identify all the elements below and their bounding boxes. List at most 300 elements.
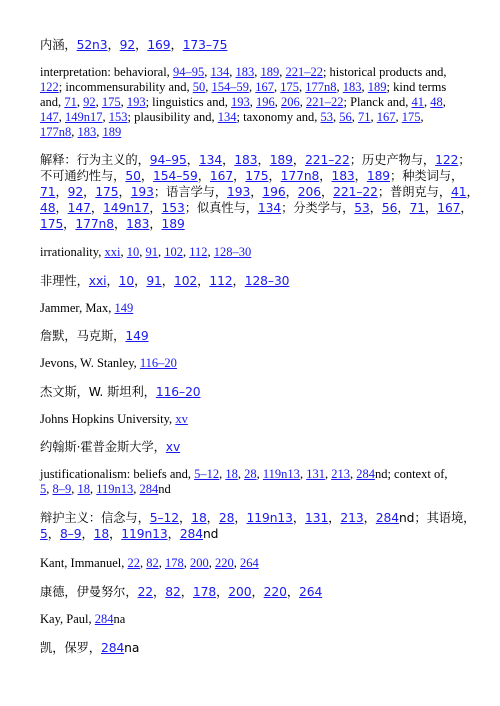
entry-text: Kay, Paul,: [40, 612, 95, 626]
entry-text: ,: [299, 80, 306, 94]
page-reference-link[interactable]: 153: [108, 110, 128, 124]
entry-text: ,: [95, 95, 102, 109]
entry-text: ，: [232, 274, 245, 288]
page-reference-link[interactable]: 149: [125, 329, 149, 343]
page-reference-link[interactable]: 183: [331, 169, 355, 183]
entry-text: Johns Hopkins University,: [40, 412, 176, 426]
index-entry-jevons: [40, 356, 458, 371]
page-reference-link[interactable]: 71: [358, 110, 371, 124]
page-reference-link[interactable]: 52n3: [76, 38, 108, 52]
entry-line: [40, 412, 458, 427]
page-reference-link[interactable]: 8–9: [59, 527, 82, 541]
entry-text: ，: [167, 527, 180, 541]
page-reference-link[interactable]: 71: [64, 95, 77, 109]
page-reference-link[interactable]: 53: [354, 201, 370, 215]
entry-text: na: [113, 612, 126, 626]
entry-text: ,: [256, 467, 263, 481]
page-reference-link[interactable]: 5–12: [149, 511, 180, 525]
entry-text: ,: [249, 80, 256, 94]
entry-text: ,: [395, 110, 402, 124]
entry-text: ; historical products and,: [322, 65, 447, 79]
index-entry-jiewensi: [40, 384, 458, 400]
page-reference-link[interactable]: 116–20: [139, 356, 177, 370]
entry-line: [40, 184, 479, 200]
entry-line: [40, 526, 458, 542]
index-entry-kangde: [40, 584, 458, 600]
entry-text: ，: [55, 185, 68, 199]
page-reference-link[interactable]: 183: [126, 217, 150, 231]
index-entry-kant: [40, 556, 458, 571]
index-entry-irrationality: [40, 245, 458, 260]
page-reference-link[interactable]: 10: [118, 274, 135, 288]
entry-text: ,: [279, 65, 286, 79]
page-reference-link[interactable]: 189: [260, 65, 280, 79]
index-entry-justificationalism: [40, 467, 458, 497]
entry-text: ,: [120, 95, 127, 109]
page-reference-link[interactable]: 119n13: [246, 511, 293, 525]
index-entry-kai: [40, 640, 458, 656]
entry-text: 解释：行为主义的，: [40, 153, 150, 167]
page-reference-link[interactable]: 18: [77, 482, 90, 496]
page-reference-link[interactable]: 92: [119, 38, 136, 52]
entry-text: ,: [336, 80, 343, 94]
entry-text: ，: [216, 585, 229, 599]
entry-text: ，: [369, 201, 382, 215]
entry-text: ,: [370, 110, 377, 124]
page-reference-link[interactable]: 134: [257, 201, 282, 215]
page-reference-link[interactable]: 177n8: [305, 80, 337, 94]
page-reference-link[interactable]: 5–12: [194, 467, 220, 481]
entry-text: nd: [158, 482, 171, 496]
entry-text: ,: [208, 556, 215, 570]
page-reference-link[interactable]: 196: [262, 185, 286, 199]
entry-text: ,: [157, 245, 165, 259]
entry-text: 约翰斯·霍普金斯大学，: [40, 440, 166, 454]
entry-text: ,: [233, 556, 240, 570]
page-reference-link[interactable]: xv: [165, 440, 181, 454]
entry-text: ,: [299, 467, 307, 481]
entry-text: ,: [349, 467, 357, 481]
entry-text: 康德，伊曼努尔，: [40, 585, 138, 599]
page-reference-link[interactable]: 18: [93, 527, 110, 541]
entry-text: ，: [153, 585, 166, 599]
page-reference-link[interactable]: 175: [245, 169, 269, 183]
page-reference-link[interactable]: 175: [40, 217, 64, 231]
page-reference-link[interactable]: 177n8: [280, 169, 320, 183]
entry-text: 非理性，: [40, 274, 89, 288]
entry-text: ,: [96, 125, 103, 139]
page-reference-link[interactable]: 131: [306, 467, 325, 481]
page-reference-link[interactable]: 149: [114, 301, 134, 315]
entry-text: ，: [81, 527, 94, 541]
page-reference-link[interactable]: 41: [451, 185, 467, 199]
page-reference-link[interactable]: 134: [217, 110, 237, 124]
entry-text: ,: [274, 95, 281, 109]
entry-text: ,: [207, 245, 214, 259]
entry-line: [40, 200, 473, 216]
page-reference-link[interactable]: 128–30: [244, 274, 290, 288]
entry-text: ,: [120, 245, 127, 259]
entry-text: ，: [234, 511, 247, 525]
entry-text: ，: [319, 169, 332, 183]
entry-text: ; kind terms: [386, 80, 447, 94]
entry-text: na: [124, 641, 140, 655]
entry-text: ,: [361, 80, 368, 94]
page-reference-link[interactable]: 18: [191, 511, 207, 525]
entry-text: ，: [251, 585, 264, 599]
entry-line: [40, 216, 458, 232]
entry-text: ；分类学与，: [281, 201, 355, 215]
page-reference-link[interactable]: 200: [189, 556, 209, 570]
page-reference-link[interactable]: 189: [367, 80, 387, 94]
page-reference-link[interactable]: 18: [225, 467, 238, 481]
page-reference-link[interactable]: 112: [189, 245, 208, 259]
page-reference-link[interactable]: 10: [126, 245, 140, 259]
entry-line: [40, 168, 464, 184]
page-reference-link[interactable]: 122: [435, 153, 459, 167]
entry-text: justificationalism: beliefs and,: [40, 467, 195, 481]
index-entry-jhu: [40, 412, 458, 427]
page-reference-link[interactable]: 213: [340, 511, 364, 525]
page-reference-link[interactable]: 56: [381, 201, 398, 215]
entry-text: ,: [299, 95, 306, 109]
page-reference-link[interactable]: 221–22: [305, 153, 350, 167]
page-reference-link[interactable]: 284: [375, 511, 399, 525]
entry-text: ，: [197, 274, 210, 288]
page-reference-link[interactable]: 220: [214, 556, 234, 570]
page-reference-link[interactable]: 206: [297, 185, 321, 199]
entry-text: irrationality,: [40, 245, 105, 259]
entry-text: ，: [135, 38, 148, 52]
entry-text: ,: [442, 95, 446, 109]
page-reference-link[interactable]: 92: [83, 95, 96, 109]
page-reference-link[interactable]: 149n17: [65, 110, 103, 124]
page-reference-link[interactable]: 28: [218, 511, 235, 525]
page-reference-link[interactable]: 102: [164, 245, 183, 259]
page-reference-link[interactable]: 193: [130, 185, 154, 199]
entry-text: ; Planck and,: [343, 95, 412, 109]
page-reference-link[interactable]: 71: [409, 201, 426, 215]
entry-text: ,: [204, 65, 211, 79]
entry-text: ,: [424, 95, 431, 109]
page-reference-link[interactable]: 22: [137, 585, 154, 599]
entry-text: ；种类词与，: [390, 169, 464, 183]
page-reference-link[interactable]: 193: [230, 95, 250, 109]
entry-text: interpretation: behavioral,: [40, 65, 173, 79]
entry-text: ，: [179, 511, 192, 525]
page-reference-link[interactable]: 41: [411, 95, 425, 109]
index-entry-yuehanxi: [40, 439, 458, 455]
page-reference-link[interactable]: 147: [40, 110, 59, 124]
entry-text: ,: [333, 110, 340, 124]
page-reference-link[interactable]: 183: [234, 153, 258, 167]
entry-text: ，: [268, 169, 281, 183]
entry-text: ,: [420, 110, 424, 124]
entry-text: ，: [83, 185, 96, 199]
page-reference-link[interactable]: xv: [175, 412, 188, 426]
entry-text: ；语言学与，: [153, 185, 228, 199]
entry-text: Jammer, Max,: [40, 301, 115, 315]
entry-line: [40, 612, 458, 627]
entry-text: ,: [133, 482, 140, 496]
entry-text: ，: [257, 153, 270, 167]
entry-text: Jevons, W. Stanley,: [40, 356, 140, 370]
page-reference-link[interactable]: 175: [280, 80, 300, 94]
entry-text: ，: [180, 585, 193, 599]
entry-line: [40, 510, 476, 526]
entry-text: ；: [458, 153, 471, 167]
entry-text: ,: [102, 110, 109, 124]
entry-text: ; plausibility and,: [127, 110, 218, 124]
entry-text: ，: [140, 169, 154, 183]
page-reference-link[interactable]: 183: [235, 65, 255, 79]
entry-text: ,: [139, 245, 146, 259]
entry-text: ，: [233, 169, 246, 183]
entry-text: nd; context of,: [374, 467, 448, 481]
page-reference-link[interactable]: 131: [305, 511, 329, 525]
page-reference-link[interactable]: 175: [95, 185, 119, 199]
page-reference-link[interactable]: 178: [192, 585, 217, 599]
entry-text: ,: [158, 556, 165, 570]
entry-text: ；普朗克与，: [377, 185, 452, 199]
index-entry-kay: [40, 612, 458, 627]
page-reference-link[interactable]: 183: [77, 125, 97, 139]
entry-line: [40, 95, 458, 110]
entry-text: ，: [47, 527, 60, 541]
page-reference-link[interactable]: xxi: [88, 274, 107, 288]
page-reference-link[interactable]: 206: [280, 95, 300, 109]
entry-line: [40, 110, 458, 125]
entry-text: ，: [320, 185, 334, 199]
page-reference-link[interactable]: 122: [40, 80, 59, 94]
entry-line: [40, 640, 458, 656]
entry-line: [40, 328, 458, 344]
entry-text: ，: [197, 169, 210, 183]
entry-text: ,: [274, 80, 281, 94]
entry-text: ，: [206, 511, 219, 525]
index-entry-jieshi: [40, 152, 479, 232]
page-reference-link[interactable]: 134: [210, 65, 230, 79]
page-reference-link[interactable]: 169: [147, 38, 171, 52]
entry-text: ,: [46, 482, 53, 496]
page-reference-link[interactable]: 284: [139, 482, 159, 496]
page-reference-link[interactable]: 173–75: [182, 38, 228, 52]
page-reference-link[interactable]: 221–22: [285, 65, 323, 79]
entry-line: [40, 80, 458, 95]
page-reference-link[interactable]: 193: [126, 95, 146, 109]
page-reference-link[interactable]: 189: [366, 169, 391, 183]
entry-text: nd；其语境，: [398, 511, 476, 525]
page-reference-link[interactable]: 284: [179, 527, 203, 541]
entry-line: [40, 556, 458, 571]
page-reference-link[interactable]: 8–9: [52, 482, 72, 496]
index-entry-neihan: [40, 37, 458, 53]
page-reference-link[interactable]: 71: [40, 185, 56, 199]
page-reference-link[interactable]: 200: [228, 585, 252, 599]
entry-line: [40, 65, 458, 80]
page-reference-link[interactable]: xxi: [104, 245, 121, 259]
entry-text: ，: [55, 201, 68, 215]
page-reference-link[interactable]: 91: [145, 245, 158, 259]
page-reference-link[interactable]: 48: [430, 95, 443, 109]
entry-text: ，: [90, 201, 104, 215]
page-reference-link[interactable]: 119n13: [262, 467, 300, 481]
page-reference-link[interactable]: 264: [239, 556, 259, 570]
entry-text: ,: [237, 467, 245, 481]
page-reference-link[interactable]: 189: [269, 153, 293, 167]
entry-text: ,: [249, 95, 256, 109]
page-reference-link[interactable]: 94–95: [172, 65, 205, 79]
entry-text: ,: [58, 110, 65, 124]
page-reference-link[interactable]: 149n17: [103, 201, 150, 215]
entry-text: 辩护主义：信念与，: [40, 511, 150, 525]
entry-text: 凯，保罗，: [40, 641, 101, 655]
entry-text: ,: [71, 125, 78, 139]
page-reference-link[interactable]: 50: [125, 169, 141, 183]
entry-text: and,: [40, 95, 65, 109]
page-reference-link[interactable]: 28: [244, 467, 257, 481]
entry-text: 杰文斯，W. 斯坦利，: [40, 385, 156, 399]
page-reference-link[interactable]: 112: [209, 274, 233, 288]
page-reference-link[interactable]: 147: [67, 201, 91, 215]
entry-text: ,: [139, 556, 147, 570]
entry-text: 詹默，马克斯，: [40, 329, 126, 343]
entry-text: ，: [149, 217, 162, 231]
entry-text: 内涵，: [40, 38, 77, 52]
page-reference-link[interactable]: 91: [146, 274, 162, 288]
page-reference-link[interactable]: 119n13: [121, 527, 168, 541]
entry-text: ；似真性与，: [184, 201, 258, 215]
entry-text: ,: [205, 80, 212, 94]
entry-text: ,: [351, 110, 359, 124]
entry-text: ,: [71, 482, 78, 496]
entry-text: ，: [161, 274, 174, 288]
page-reference-link[interactable]: 5: [40, 527, 48, 541]
page-reference-link[interactable]: 154–59: [211, 80, 250, 94]
page-reference-link[interactable]: 56: [339, 110, 352, 124]
page-reference-link[interactable]: 22: [127, 556, 140, 570]
entry-line: [40, 37, 458, 53]
page-reference-link[interactable]: 167: [437, 201, 461, 215]
entry-text: ，: [63, 217, 76, 231]
entry-text: ，: [170, 38, 183, 52]
entry-line: [40, 584, 458, 600]
entry-text: ; incommensurability and,: [58, 80, 193, 94]
page-reference-link[interactable]: 5: [40, 482, 47, 496]
entry-text: ,: [324, 467, 332, 481]
page-reference-link[interactable]: 102: [173, 274, 198, 288]
entry-text: ，: [113, 217, 127, 231]
page-reference-link[interactable]: 82: [146, 556, 159, 570]
entry-text: ,: [76, 95, 84, 109]
page-reference-link[interactable]: 213: [331, 467, 350, 481]
page-reference-link[interactable]: 167: [376, 110, 396, 124]
entry-text: ，: [354, 169, 367, 183]
page-reference-link[interactable]: 119n13: [96, 482, 134, 496]
page-reference-link[interactable]: 177n8: [75, 217, 114, 231]
page-reference-link[interactable]: 175: [401, 110, 421, 124]
entry-text: ，: [460, 201, 473, 215]
entry-text: ，: [109, 527, 122, 541]
page-reference-link[interactable]: 53: [320, 110, 334, 124]
page-reference-link[interactable]: 178: [164, 556, 184, 570]
entry-line: [40, 245, 458, 260]
page-reference-link[interactable]: 167: [255, 80, 275, 94]
index-entry-feilixing: [40, 273, 458, 289]
page-reference-link[interactable]: 134: [198, 153, 223, 167]
page-reference-link[interactable]: 48: [40, 201, 56, 215]
entry-text: ，: [118, 185, 131, 199]
page-reference-link[interactable]: 284: [356, 467, 375, 481]
entry-line: [40, 356, 458, 371]
page-reference-link[interactable]: 82: [165, 585, 181, 599]
entry-text: ,: [182, 245, 190, 259]
page-reference-link[interactable]: 175: [101, 95, 121, 109]
entry-text: ，: [250, 185, 263, 199]
page-reference-link[interactable]: 189: [102, 125, 122, 139]
entry-text: ，: [222, 153, 235, 167]
index-entry-interpretation: [40, 65, 458, 140]
page-reference-link[interactable]: 221–22: [333, 185, 378, 199]
page-reference-link[interactable]: 264: [299, 585, 323, 599]
page-reference-link[interactable]: 177n8: [40, 125, 72, 139]
page-reference-link[interactable]: 154–59: [153, 169, 198, 183]
page-reference-link[interactable]: 153: [161, 201, 185, 215]
entry-text: ，: [107, 38, 120, 52]
page-reference-link[interactable]: 196: [255, 95, 275, 109]
page-reference-link[interactable]: 220: [263, 585, 287, 599]
entry-text: 不可通约性与，: [40, 169, 126, 183]
entry-text: nd: [202, 527, 219, 541]
page-reference-link[interactable]: 92: [67, 185, 84, 199]
entry-line: [40, 125, 458, 140]
entry-text: ，: [106, 274, 119, 288]
entry-text: ，: [285, 185, 298, 199]
entry-text: ，: [466, 185, 479, 199]
entry-text: ，: [292, 511, 306, 525]
entry-text: ，: [425, 201, 438, 215]
index-entry-zhanmo: [40, 328, 458, 344]
page-reference-link[interactable]: 284: [101, 641, 125, 655]
page-reference-link[interactable]: 189: [161, 217, 185, 231]
entry-text: ，: [292, 153, 306, 167]
entry-line: [40, 384, 458, 400]
entry-text: ,: [229, 65, 236, 79]
entry-text: ,: [219, 467, 226, 481]
index-entry-bianhu: [40, 510, 476, 542]
entry-text: ，: [286, 585, 300, 599]
entry-text: ，: [328, 511, 341, 525]
entry-line: [40, 273, 458, 289]
page-reference-link[interactable]: 284: [94, 612, 114, 626]
page-reference-link[interactable]: 128–30: [213, 245, 252, 259]
page-reference-link[interactable]: 94–95: [149, 153, 187, 167]
page-reference-link[interactable]: 221–22: [305, 95, 344, 109]
entry-text: ，: [363, 511, 376, 525]
page-reference-link[interactable]: 116–20: [155, 385, 201, 399]
page-reference-link[interactable]: 50: [192, 80, 206, 94]
entry-text: ,: [90, 482, 97, 496]
entry-text: Kant, Immanuel,: [40, 556, 128, 570]
page-reference-link[interactable]: 193: [227, 185, 251, 199]
page-reference-link[interactable]: 183: [342, 80, 362, 94]
entry-line: [40, 439, 458, 455]
entry-line: [40, 467, 458, 482]
page-reference-link[interactable]: 167: [209, 169, 234, 183]
entry-text: ; linguistics and,: [145, 95, 231, 109]
entry-text: ；历史产物与，: [349, 153, 436, 167]
entry-text: ，: [149, 201, 162, 215]
